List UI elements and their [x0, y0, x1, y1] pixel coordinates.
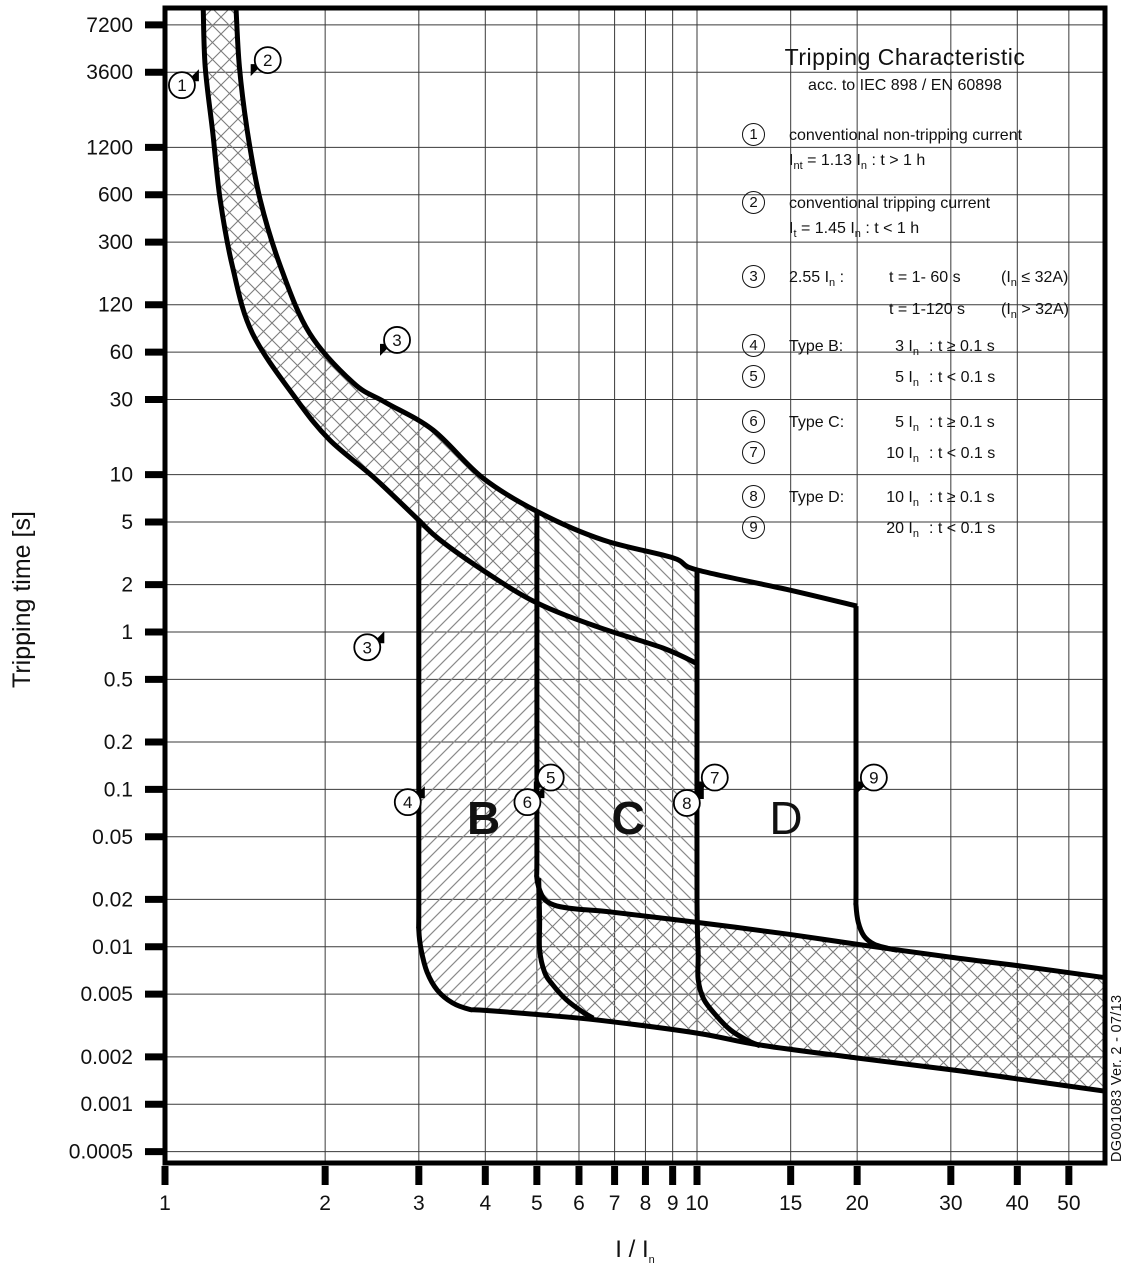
y-tick-label-10: 10 [109, 463, 133, 487]
x-tick-label-40: 40 [1005, 1192, 1029, 1215]
chart-title-block [700, 44, 1110, 95]
legend-number-badge: 2 [742, 191, 765, 214]
y-tick-label-0.0005: 0.0005 [68, 1140, 133, 1164]
legend-item-text: Type C: 5 $I_n$ : t ≥ 0.1 s [789, 414, 995, 435]
x-tick-label-7: 7 [608, 1192, 621, 1215]
marker-number: 3 [392, 330, 402, 350]
marker-number: 5 [546, 768, 556, 788]
y-tick-label-0.005: 0.005 [80, 983, 133, 1007]
y-axis-title: Tripping time [s] [8, 511, 36, 688]
x-tick-label-50: 50 [1057, 1192, 1081, 1215]
x-tick-label-6: 6 [573, 1192, 585, 1215]
legend-number-badge: 6 [742, 410, 765, 433]
marker-number: 3 [362, 638, 373, 658]
marker-number: 7 [710, 768, 720, 788]
legend-item-text: 20 $I_n$ : t < 0.1 s [886, 519, 996, 540]
legend-item-text: Type D: 10 $I_n$ : t ≥ 0.1 s [789, 488, 995, 509]
y-tick-label-7200: 7200 [86, 13, 133, 37]
legend-number-badge: 8 [742, 485, 765, 508]
marker-number: 6 [522, 793, 533, 813]
legend-item-text: conventional non-tripping current $I_{nt} = 1.13$ $I_n$ : t > 1 h [789, 127, 1023, 173]
x-tick-label-4: 4 [479, 1192, 492, 1215]
x-tick-label-10: 10 [685, 1192, 709, 1215]
legend-item-text: Type B: 3 $I_n$ : t ≥ 0.1 s [789, 337, 995, 358]
x-tick-label-15: 15 [779, 1192, 803, 1215]
y-tick-label-0.02: 0.02 [92, 888, 133, 912]
legend-number-badge: 3 [742, 265, 765, 288]
legend-item-text: conventional tripping current $I_t = 1.45$ $I_n$ : t < 1 h [789, 195, 991, 241]
y-tick-label-2: 2 [121, 573, 133, 597]
zone-letter-C: C [611, 791, 645, 844]
y-tick-label-0.01: 0.01 [92, 935, 133, 959]
x-tick-label-5: 5 [531, 1192, 543, 1215]
y-tick-label-0.001: 0.001 [80, 1093, 133, 1117]
legend-item-text: 2.55 $I_n$ : t = 1- 60 s $(I_n \le 32A)$ t = 1-120 s $(I_n > 32A)$ [789, 269, 1069, 321]
marker-number: 1 [177, 76, 187, 96]
x-tick-label-9: 9 [666, 1192, 679, 1215]
zone-letter-D: D [769, 791, 803, 844]
chart-subtitle: acc. to IEC 898 / EN 60898 [808, 77, 1002, 94]
y-tick-label-1: 1 [121, 621, 133, 644]
y-tick-label-120: 120 [97, 293, 133, 317]
legend-number-badge: 4 [742, 334, 765, 357]
legend-item-3 [742, 265, 1127, 327]
x-tick-label-30: 30 [939, 1192, 963, 1215]
legend-number-badge: 9 [742, 516, 765, 539]
x-axis-title: I / $I_n$ [615, 1236, 655, 1266]
x-tick-label-8: 8 [639, 1192, 652, 1215]
legend-item-6 [742, 410, 1127, 441]
legend [742, 123, 1127, 547]
marker-number: 8 [682, 793, 692, 813]
curve-marker-1 [169, 69, 199, 98]
legend-item-text: 10 $I_n$ : t < 0.1 s [886, 445, 996, 466]
x-tick-label-1: 1 [159, 1192, 171, 1215]
legend-item-4 [742, 334, 1127, 365]
x-tick-label-20: 20 [845, 1192, 869, 1215]
legend-item-2 [742, 191, 1127, 247]
curve-marker-3 [354, 631, 384, 660]
legend-item-5 [742, 365, 1127, 396]
legend-number-badge: 1 [742, 123, 765, 146]
legend-item-text: 5 $I_n$ : t < 0.1 s [895, 368, 996, 390]
y-tick-label-1200: 1200 [86, 136, 133, 160]
document-revision-note: DG001083 Ver. 2 - 07/13 [1109, 994, 1125, 1162]
y-tick-label-60: 60 [109, 341, 133, 365]
y-tick-label-3600: 3600 [86, 61, 133, 85]
marker-number: 4 [403, 793, 413, 813]
zone-letter-B: B [466, 791, 501, 844]
region-type-C-zone [537, 512, 697, 922]
y-tick-label-300: 300 [97, 231, 133, 255]
y-tick-label-600: 600 [97, 183, 133, 207]
legend-item-9 [742, 516, 1127, 547]
marker-number: 9 [869, 768, 879, 788]
y-tick-label-0.05: 0.05 [92, 825, 133, 849]
y-tick-label-30: 30 [109, 388, 133, 412]
x-tick-label-2: 2 [319, 1192, 331, 1215]
legend-item-1 [742, 123, 1127, 179]
legend-number-badge: 5 [742, 365, 765, 388]
y-tick-label-5: 5 [121, 510, 133, 534]
region-thermal-band [203, 8, 540, 603]
legend-item-8 [742, 485, 1127, 516]
y-tick-label-0.5: 0.5 [103, 668, 133, 692]
legend-number-badge: 7 [742, 441, 765, 464]
chart-title: Tripping Characteristic [784, 44, 1026, 70]
curve-marker-3 [380, 327, 410, 356]
legend-item-7 [742, 441, 1127, 472]
y-tick-label-0.2: 0.2 [103, 731, 133, 755]
marker-number: 2 [263, 51, 273, 71]
y-tick-label-0.1: 0.1 [103, 778, 133, 802]
y-tick-label-0.002: 0.002 [80, 1045, 133, 1069]
x-tick-label-3: 3 [412, 1192, 425, 1215]
